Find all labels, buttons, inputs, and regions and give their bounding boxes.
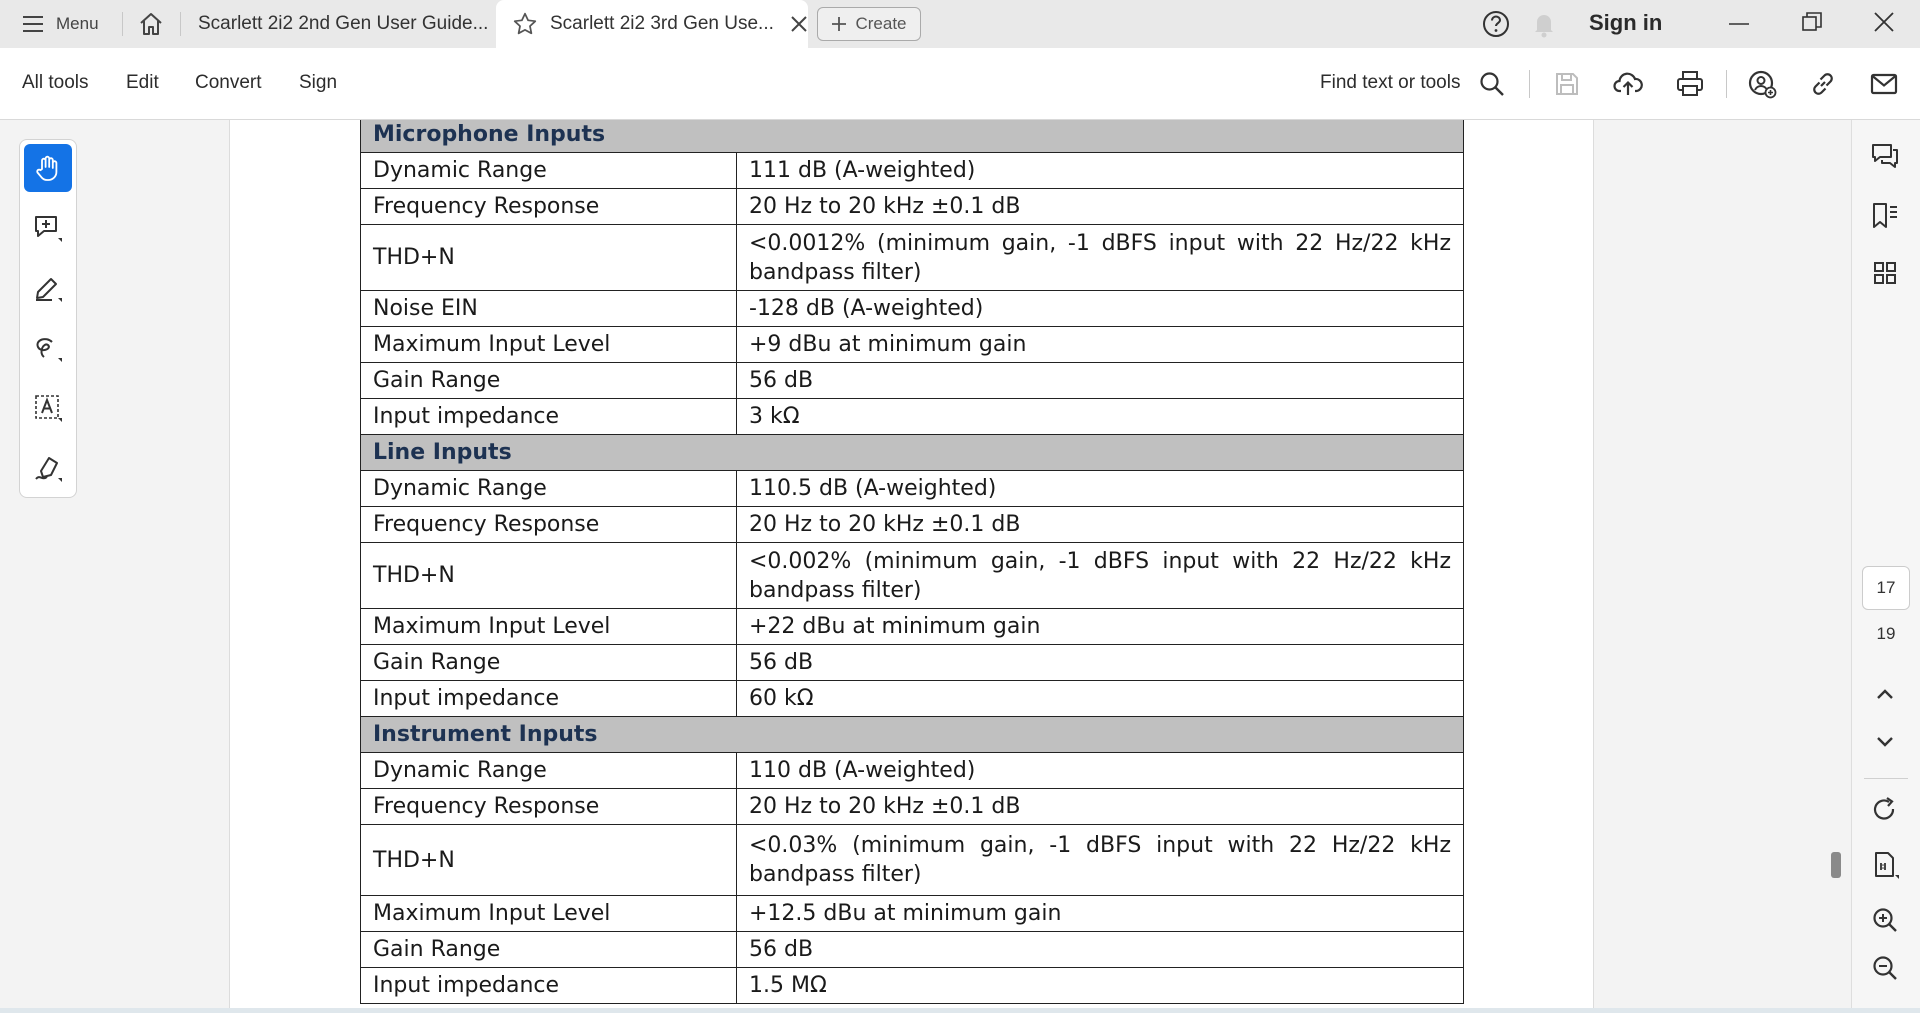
table-row bbox=[361, 932, 1464, 968]
tab-label: Scarlett 2i2 3rd Gen Use... bbox=[550, 13, 774, 34]
spec-label: Maximum Input Level bbox=[361, 327, 737, 363]
spec-value: <0.002% (minimum gain, -1 dBFS input with 22 Hz/22 kHz bandpass filter) bbox=[737, 543, 1464, 609]
menu-convert[interactable]: Convert bbox=[195, 72, 262, 93]
create-button[interactable] bbox=[817, 7, 921, 41]
draw-tool[interactable] bbox=[24, 324, 72, 372]
close-icon bbox=[1872, 10, 1896, 34]
right-rail bbox=[1851, 120, 1920, 1008]
table-row bbox=[361, 543, 1464, 609]
menu-button[interactable] bbox=[22, 10, 99, 38]
close-tab-icon[interactable] bbox=[790, 15, 808, 33]
save-button[interactable] bbox=[1551, 68, 1583, 100]
hamburger-icon bbox=[22, 15, 44, 33]
document-page bbox=[229, 120, 1594, 1008]
toolbar bbox=[0, 48, 1920, 120]
spec-label: Input impedance bbox=[361, 681, 737, 717]
divider bbox=[1864, 778, 1908, 779]
mail-icon bbox=[1870, 72, 1898, 96]
hand-tool[interactable] bbox=[24, 144, 72, 192]
menu-all-tools[interactable]: All tools bbox=[22, 72, 89, 93]
zoom-in-icon bbox=[1871, 906, 1899, 934]
search-button[interactable] bbox=[1476, 68, 1508, 100]
zoom-out-button[interactable] bbox=[1867, 950, 1903, 986]
bookmarks-panel-button[interactable] bbox=[1867, 198, 1903, 234]
link-icon bbox=[1809, 70, 1837, 98]
comments-panel-button[interactable] bbox=[1867, 138, 1903, 174]
table-row bbox=[361, 896, 1464, 932]
copy-link-button[interactable] bbox=[1807, 68, 1839, 100]
section-title: Instrument Inputs bbox=[361, 717, 1464, 753]
spec-value: 60 kΩ bbox=[737, 681, 1464, 717]
spec-value: 110.5 dB (A-weighted) bbox=[737, 471, 1464, 507]
spec-value: 110 dB (A-weighted) bbox=[737, 753, 1464, 789]
create-label: Create bbox=[855, 14, 907, 33]
table-row bbox=[361, 753, 1464, 789]
spec-value: 1.5 MΩ bbox=[737, 968, 1464, 1004]
divider bbox=[1726, 70, 1727, 98]
rotate-icon bbox=[1871, 796, 1899, 824]
rotate-button[interactable] bbox=[1867, 792, 1903, 828]
help-button[interactable] bbox=[1481, 9, 1511, 44]
fill-and-sign-tool[interactable] bbox=[24, 444, 72, 492]
pen-icon bbox=[32, 272, 64, 304]
save-icon bbox=[1554, 71, 1580, 97]
menu-label: Menu bbox=[56, 14, 99, 33]
email-button[interactable] bbox=[1868, 68, 1900, 100]
plus-icon bbox=[831, 16, 847, 32]
total-pages: 19 bbox=[1876, 624, 1896, 643]
home-icon bbox=[138, 12, 164, 36]
share-people-icon bbox=[1747, 69, 1777, 99]
find-text-or-tools[interactable]: Find text or tools bbox=[1320, 72, 1461, 93]
tab-bar bbox=[0, 0, 1920, 48]
help-icon bbox=[1481, 9, 1511, 39]
section-title: Line Inputs bbox=[361, 435, 1464, 471]
restore-icon bbox=[1800, 10, 1824, 34]
spec-value: <0.03% (minimum gain, -1 dBFS input with 22 Hz/22 kHz bandpass filter) bbox=[737, 825, 1464, 896]
spec-label: Dynamic Range bbox=[361, 153, 737, 189]
add-text-tool[interactable] bbox=[24, 384, 72, 432]
spec-value: +12.5 dBu at minimum gain bbox=[737, 896, 1464, 932]
spec-value: 3 kΩ bbox=[737, 399, 1464, 435]
upload-button[interactable] bbox=[1612, 68, 1644, 100]
notifications-button[interactable] bbox=[1530, 9, 1558, 44]
spec-value: <0.0012% (minimum gain, -1 dBFS input with 22 Hz/22 kHz bandpass filter) bbox=[737, 225, 1464, 291]
comments-icon bbox=[1870, 141, 1900, 171]
zoom-out-icon bbox=[1871, 954, 1899, 982]
divider bbox=[122, 12, 123, 36]
sign-in-button[interactable]: Sign in bbox=[1589, 10, 1663, 35]
spec-label: Frequency Response bbox=[361, 507, 737, 543]
spec-label: Gain Range bbox=[361, 932, 737, 968]
thumbnails-panel-button[interactable] bbox=[1867, 255, 1903, 291]
spec-label: Maximum Input Level bbox=[361, 609, 737, 645]
spec-label: Noise EIN bbox=[361, 291, 737, 327]
tab-document-2nd-gen[interactable] bbox=[182, 0, 494, 48]
spec-value: 111 dB (A-weighted) bbox=[737, 153, 1464, 189]
table-row bbox=[361, 645, 1464, 681]
menu-edit[interactable]: Edit bbox=[126, 72, 159, 93]
table-row bbox=[361, 507, 1464, 543]
spec-label: Input impedance bbox=[361, 399, 737, 435]
table-row bbox=[361, 225, 1464, 291]
spec-label: THD+N bbox=[361, 543, 737, 609]
actual-size-button[interactable] bbox=[1867, 847, 1903, 883]
section-header-row bbox=[361, 120, 1464, 153]
table-row bbox=[361, 789, 1464, 825]
minimize-icon bbox=[1727, 12, 1751, 36]
spec-value: 20 Hz to 20 kHz ±0.1 dB bbox=[737, 507, 1464, 543]
minimize-button[interactable] bbox=[1727, 12, 1751, 41]
spec-label: Dynamic Range bbox=[361, 753, 737, 789]
table-row bbox=[361, 609, 1464, 645]
spec-label: THD+N bbox=[361, 825, 737, 896]
spec-value: 56 dB bbox=[737, 645, 1464, 681]
home-button[interactable] bbox=[136, 10, 166, 38]
print-button[interactable] bbox=[1674, 68, 1706, 100]
spec-value: 20 Hz to 20 kHz ±0.1 dB bbox=[737, 789, 1464, 825]
status-strip bbox=[0, 1008, 1920, 1013]
next-page-button[interactable] bbox=[1867, 724, 1903, 760]
spec-value: 20 Hz to 20 kHz ±0.1 dB bbox=[737, 189, 1464, 225]
spec-value: 56 dB bbox=[737, 363, 1464, 399]
spec-label: Gain Range bbox=[361, 645, 737, 681]
section-header-row bbox=[361, 435, 1464, 471]
table-row bbox=[361, 189, 1464, 225]
tab-document-3rd-gen[interactable] bbox=[496, 0, 808, 48]
table-row bbox=[361, 327, 1464, 363]
spec-label: Maximum Input Level bbox=[361, 896, 737, 932]
specifications-table bbox=[360, 120, 1464, 1004]
sign-pen-icon bbox=[32, 452, 64, 484]
close-window-button[interactable] bbox=[1872, 10, 1896, 39]
spec-label: Frequency Response bbox=[361, 189, 737, 225]
table-row bbox=[361, 825, 1464, 896]
table-row bbox=[361, 471, 1464, 507]
table-row bbox=[361, 968, 1464, 1004]
freehand-draw-icon bbox=[32, 332, 64, 364]
current-page-input[interactable]: 17 bbox=[1862, 566, 1910, 610]
table-row bbox=[361, 399, 1464, 435]
hand-icon bbox=[33, 153, 63, 183]
divider bbox=[1529, 70, 1530, 98]
section-header-row bbox=[361, 717, 1464, 753]
quick-tools-panel bbox=[19, 139, 77, 498]
page-fit-icon bbox=[1870, 850, 1900, 880]
chevron-up-icon bbox=[1875, 687, 1895, 701]
highlight-tool[interactable] bbox=[24, 264, 72, 312]
spec-value: +9 dBu at minimum gain bbox=[737, 327, 1464, 363]
star-icon[interactable] bbox=[512, 11, 538, 37]
table-row bbox=[361, 363, 1464, 399]
add-comment-icon bbox=[32, 212, 64, 244]
restore-button[interactable] bbox=[1800, 10, 1824, 39]
spec-label: Frequency Response bbox=[361, 789, 737, 825]
menu-sign[interactable]: Sign bbox=[299, 72, 338, 93]
spec-label: Dynamic Range bbox=[361, 471, 737, 507]
vertical-scrollbar-thumb[interactable] bbox=[1831, 852, 1841, 878]
printer-icon bbox=[1675, 70, 1705, 98]
spec-label: Gain Range bbox=[361, 363, 737, 399]
text-box-icon bbox=[32, 392, 64, 424]
zoom-in-button[interactable] bbox=[1867, 902, 1903, 938]
spec-value: 56 dB bbox=[737, 932, 1464, 968]
section-title: Microphone Inputs bbox=[361, 120, 1464, 153]
search-icon bbox=[1478, 70, 1506, 98]
divider bbox=[180, 12, 181, 36]
cloud-upload-icon bbox=[1613, 70, 1643, 98]
spec-label: Input impedance bbox=[361, 968, 737, 1004]
bookmark-icon bbox=[1870, 201, 1900, 231]
table-row bbox=[361, 681, 1464, 717]
table-row bbox=[361, 291, 1464, 327]
grid-icon bbox=[1872, 260, 1898, 286]
bell-icon bbox=[1530, 9, 1558, 39]
chevron-down-icon bbox=[1875, 735, 1895, 749]
previous-page-button[interactable] bbox=[1867, 676, 1903, 712]
add-comment-tool[interactable] bbox=[24, 204, 72, 252]
table-row bbox=[361, 153, 1464, 189]
spec-label: THD+N bbox=[361, 225, 737, 291]
tab-label: Scarlett 2i2 2nd Gen User Guide... bbox=[198, 13, 489, 34]
spec-value: +22 dBu at minimum gain bbox=[737, 609, 1464, 645]
spec-value: -128 dB (A-weighted) bbox=[737, 291, 1464, 327]
share-with-people-button[interactable] bbox=[1746, 68, 1778, 100]
